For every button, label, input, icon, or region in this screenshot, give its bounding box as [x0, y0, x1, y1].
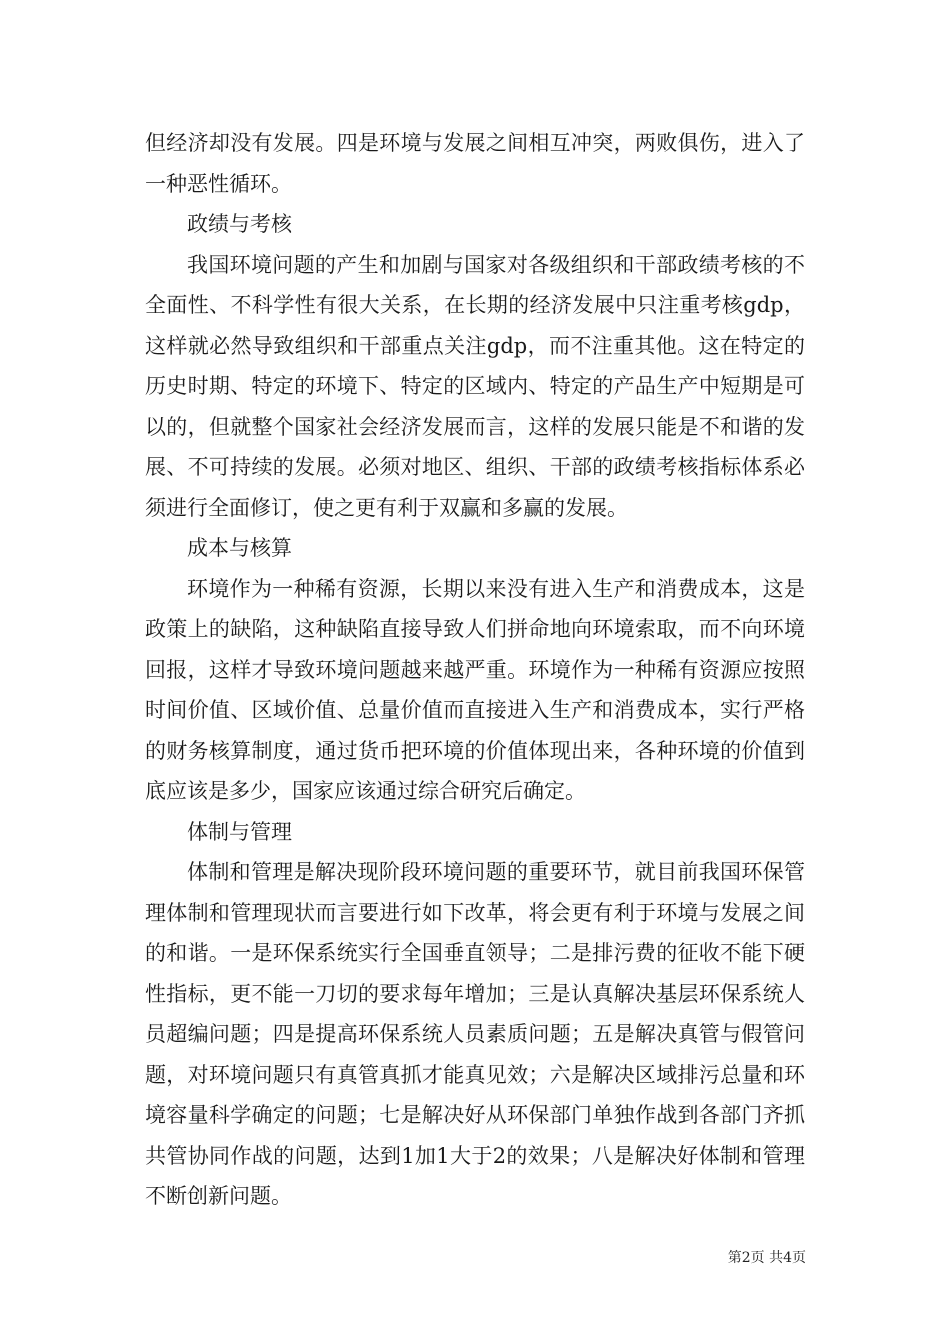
document-body	[145, 123, 805, 1217]
section-heading-cost: 成本与核算	[187, 536, 292, 560]
page-footer	[728, 1247, 806, 1267]
paragraph-intro: 但经济却没有发展。四是环境与发展之间相互冲突，两败俱伤，进入了一种恶性循环。	[145, 131, 805, 196]
section-heading-system: 体制与管理	[187, 819, 292, 844]
paragraph-system: 体制和管理是解决现阶段环境问题的重要环节，就目前我国环保管理体制和管理现状而言要进行如下改革，将会更有利于环境与发展之间的和谐。一是环保系统实行全国垂直领导；二是排污费的征收不能下硬性指标，更不能一刀切的要求每年增加；三是认真解决基层环保系统人员超编问题；四是提高环保系统人员素质问题；五是解决真管与假管问题，对环境问题只有真管真抓才能真见效；六是解决区域排污总量和环境容量科学确定的问题；七是解决好从环保部门单独作战到各部门齐抓共管协同作战的问题，达到1加1大于2的效果；八是解决好体制和管理不断创新问题。	[145, 860, 805, 1208]
section-heading-performance: 政绩与考核	[187, 212, 292, 236]
page-number-label: 第2页 共4页	[727, 1250, 806, 1266]
paragraph-performance: 我国环境问题的产生和加剧与国家对各级组织和干部政绩考核的不全面性、不科学性有很大关系，在长期的经济发展中只注重考核gdp，这样就必然导致组织和干部重点关注gdp，而不注重其他。这在特定的历史时期、特定的环境下、特定的区域内、特定的产品生产中短期是可以的，但就整个国家社会经济发展而言，这样的发展只能是不和谐的发展、不可持续的发展。必须对地区、组织、干部的政绩考核指标体系必须进行全面修订，使之更有利于双赢和多赢的发展。	[145, 252, 805, 520]
paragraph-cost: 环境作为一种稀有资源，长期以来没有进入生产和消费成本，这是政策上的缺陷，这种缺陷直接导致人们拼命地向环境索取，而不向环境回报，这样才导致环境问题越来越严重。环境作为一种稀有资源应按照时间价值、区域价值、总量价值而直接进入生产和消费成本，实行严格的财务核算制度，通过货币把环境的价值体现出来，各种环境的价值到底应该是多少，国家应该通过综合研究后确定。	[145, 576, 805, 803]
